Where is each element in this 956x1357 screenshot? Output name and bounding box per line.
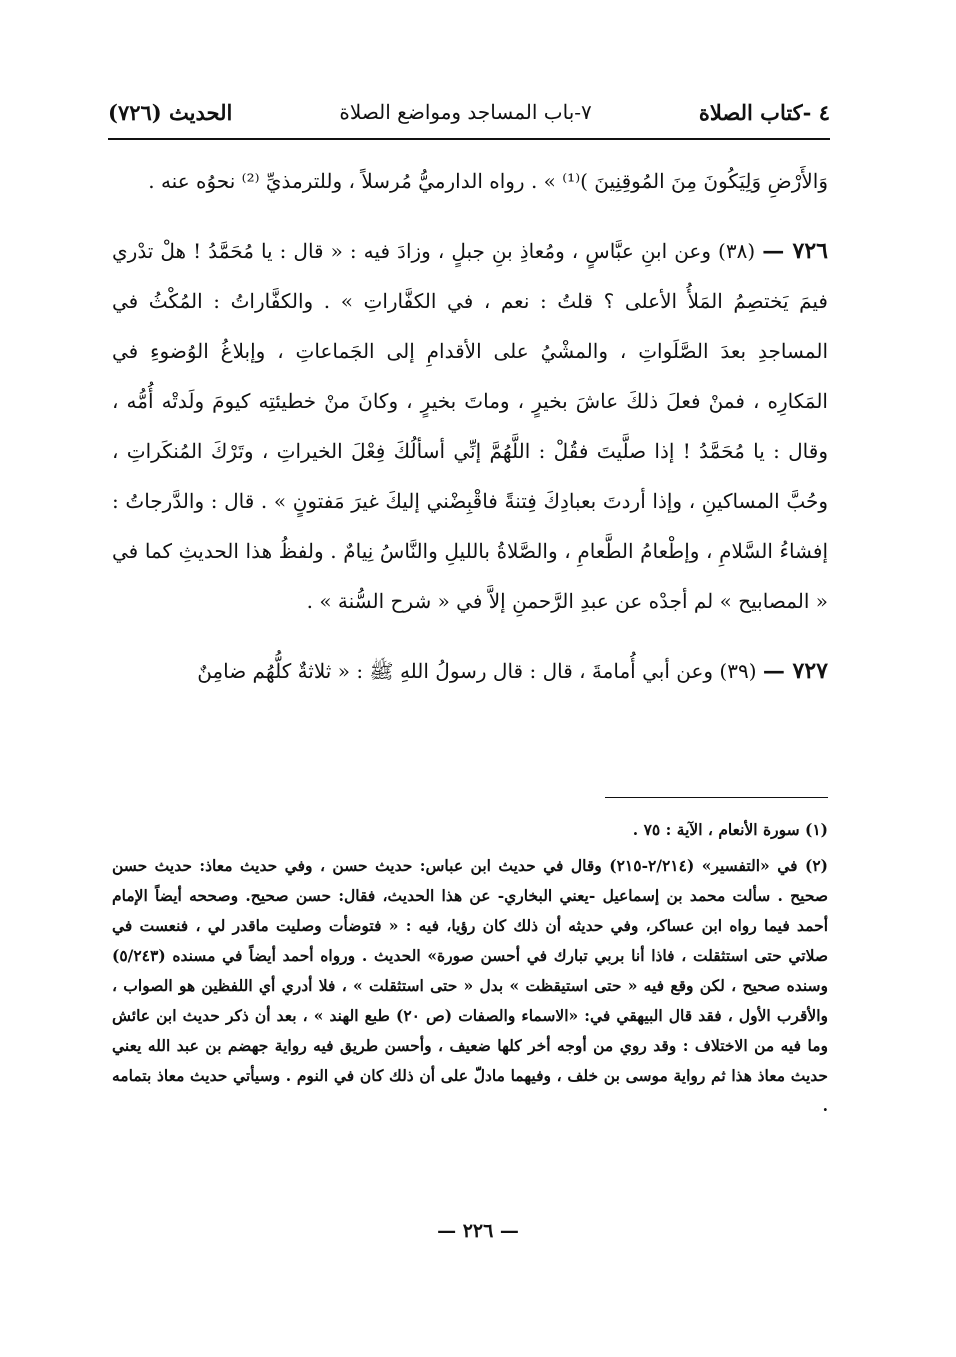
paragraph-continuation: وَالأَرْضِ وَلِيَكُونَ مِنَ المُوقِنِينَ )⁽¹⁾ » . رواه الدارميُّ مُرسلاً ، وللترمذيِّ ⁽²⁾ نحوُه عنه . — [148, 169, 828, 193]
running-header — [108, 90, 830, 134]
header-hadith-number: الحديث (٧٢٦) — [108, 99, 233, 125]
hadith-726 — [112, 226, 828, 626]
footnote-1: (١) سورة الأنعام ، الآية : ٧٥ . — [632, 820, 828, 839]
hadith-726-number: ٧٢٦ — — [762, 238, 828, 264]
header-book-title: ٤ -كتاب الصلاة — [698, 99, 830, 125]
hadith-727-number: ٧٢٧ — — [762, 658, 828, 684]
hadith-727-text: (٣٩) وعن أبي أُمامةَ ، قال : قال رسولُ اللهِ ﷺ : « ثلاثةٌ كلُّهُم ضامِنٌ — [197, 659, 757, 683]
footnotes — [112, 815, 828, 1121]
page-number: — ٢٢٦ — — [437, 1220, 519, 1242]
footnote-rule — [605, 797, 828, 798]
hadith-727 — [112, 646, 828, 696]
header-chapter-title: ٧-باب المساجد ومواضع الصلاة — [339, 100, 592, 124]
main-text — [112, 156, 828, 696]
header-rule — [108, 138, 830, 140]
hadith-726-text: (٣٨) وعن ابنِ عبَّاسٍ ، ومُعاذِ بنِ جبلٍ ، وزادَ فيه : « قال : يا مُحَمَّدُ ! هلْ تدْري فيمَ يَختصِمُ المَلأُ الأعلى ؟ قلتُ : نعم ، في الكفَّاراتِ » . والكفَّاراتُ : المُكْثُ في المساجدِ بعدَ الصَّلَواتِ ، والمشْيُ على الأقدامِ إلى الجَماعاتِ ، وإبلاغُ الوُضوءِ في المَكارِه ، فمنْ فعلَ ذلكَ عاشَ بخيرٍ ، وماتَ بخيرٍ ، وكانَ منْ خطيئتِه كيومَ ولَدتْه أُمُّه ، وقال : يا مُحَمَّدُ ! إذا صلَّيتَ فقُلْ : اللَّهُمَّ إنِّي أسألُكَ فِعْلَ الخيراتِ ، وتَرْكَ المُنكَراتِ ، وحُبَّ المساكينِ ، وإذا أردتَ بعبادِكَ فِتنةً فاقْبِضْني إليكَ غيرَ مَفتونٍ » . قال : والدَّرجاتُ : إفشاءُ السَّلامِ ، وإطْعامُ الطَّعامِ ، والصَّلاةُ بالليلِ والنَّاسُ نِيامٌ . ولفظُ هذا الحديثِ كما في « المصابيح » لم أجدْه عن عبدِ الرَّحمنِ إلاَّ في « شرح السُّنة » . — [112, 239, 828, 613]
footnote-2: (٢) في «التفسير» (٢/٢١٤-٢١٥) وقال في حديث ابن عباس: حديث حسن ، وفي حديث معاذ: حديث حسن صحيح . سألت محمد بن إسماعيل -يعني البخاري- عن هذا الحديث، فقال: حسن صحيح. وصححه أيضاً الإمام أحمد فيما رواه ابن عساكر، وفي حديثه أن ذلك كان رؤيا، فيه : « فتوضأت وصليت ماقدر لي ، فنعست في صلاتي حتى استثقلت ، فاذا أنا بربي تبارك في أحسن صورة» الحديث . ورواه أحمد أيضاً في مسنده (٥/٢٤٣) وسنده صحيح ، لكن وقع فيه « حتى استيقظت » بدل « حتى استثقلت » ، فلا أدري أي اللفظين هو الصواب ، والأقرب الأول ، فقد قال البيهقي في: «الاسماء والصفات (ص ٢٠) طبع الهند » ، بعد أن ذكر حديث ابن عائش وما فيه من الاختلاف : وقد روي من أوجه أخر كلها ضعيف ، وأحسن طريق فيه رواية جهضم بن عبد الله يعني حديث معاذ هذا ثم رواية موسى بن خلف ، وفيهما مادلّ على أن ذلك كان في النوم . وسيأتي حديث معاذ بتمامه . — [112, 856, 829, 1115]
